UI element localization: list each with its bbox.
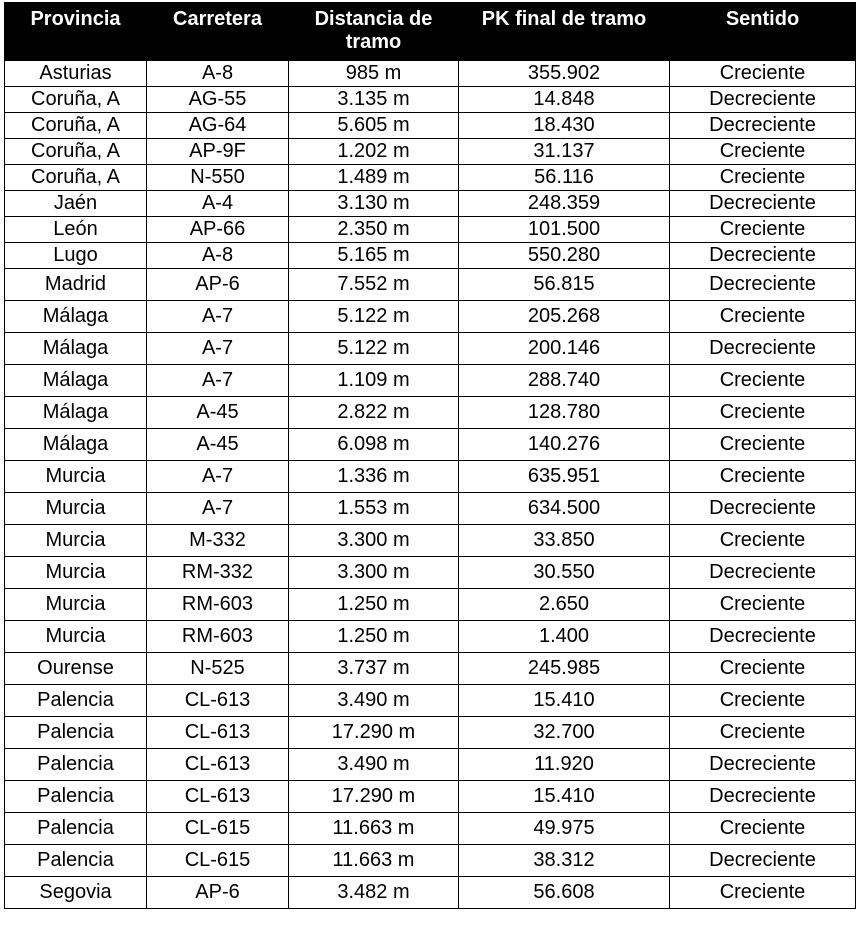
distancia-cell: 3.130 m bbox=[289, 191, 459, 217]
sentido-cell: Creciente bbox=[670, 365, 856, 397]
sentido-cell: Decreciente bbox=[670, 749, 856, 781]
pk-final-cell: 18.430 bbox=[459, 113, 670, 139]
pk-final-cell: 245.985 bbox=[459, 653, 670, 685]
distancia-cell: 7.552 m bbox=[289, 269, 459, 301]
carretera-cell: CL-613 bbox=[147, 781, 289, 813]
pk-final-cell: 14.848 bbox=[459, 87, 670, 113]
carretera-cell: N-525 bbox=[147, 653, 289, 685]
header-provincia: Provincia bbox=[5, 3, 147, 61]
table-row bbox=[5, 461, 856, 493]
distancia-cell: 3.135 m bbox=[289, 87, 459, 113]
carretera-cell: AG-64 bbox=[147, 113, 289, 139]
sentido-cell: Creciente bbox=[670, 589, 856, 621]
sentido-cell: Creciente bbox=[670, 139, 856, 165]
table-row bbox=[5, 717, 856, 749]
distancia-cell: 3.300 m bbox=[289, 525, 459, 557]
provincia-cell: Málaga bbox=[5, 333, 147, 365]
pk-final-cell: 30.550 bbox=[459, 557, 670, 589]
carretera-cell: AP-6 bbox=[147, 877, 289, 909]
header-carretera: Carretera bbox=[147, 3, 289, 61]
carretera-cell: AP-66 bbox=[147, 217, 289, 243]
sentido-cell: Creciente bbox=[670, 217, 856, 243]
sentido-cell: Creciente bbox=[670, 877, 856, 909]
table-row bbox=[5, 429, 856, 461]
carretera-cell: A-7 bbox=[147, 461, 289, 493]
distancia-cell: 5.165 m bbox=[289, 243, 459, 269]
table-row bbox=[5, 217, 856, 243]
provincia-cell: Palencia bbox=[5, 717, 147, 749]
distancia-cell: 11.663 m bbox=[289, 845, 459, 877]
sentido-cell: Creciente bbox=[670, 429, 856, 461]
pk-final-cell: 38.312 bbox=[459, 845, 670, 877]
pk-final-cell: 56.815 bbox=[459, 269, 670, 301]
distancia-cell: 5.122 m bbox=[289, 333, 459, 365]
document-page bbox=[4, 2, 855, 909]
pk-final-cell: 355.902 bbox=[459, 61, 670, 87]
table-row bbox=[5, 653, 856, 685]
pk-final-cell: 49.975 bbox=[459, 813, 670, 845]
table-row bbox=[5, 877, 856, 909]
carretera-cell: A-7 bbox=[147, 333, 289, 365]
table-row bbox=[5, 139, 856, 165]
table-row bbox=[5, 397, 856, 429]
pk-final-cell: 11.920 bbox=[459, 749, 670, 781]
sentido-cell: Creciente bbox=[670, 685, 856, 717]
table-body bbox=[5, 61, 856, 909]
table-header bbox=[5, 3, 856, 61]
carretera-cell: A-8 bbox=[147, 243, 289, 269]
carretera-cell: AP-9F bbox=[147, 139, 289, 165]
provincia-cell: Málaga bbox=[5, 301, 147, 333]
carretera-cell: A-4 bbox=[147, 191, 289, 217]
provincia-cell: Coruña, A bbox=[5, 87, 147, 113]
provincia-cell: Palencia bbox=[5, 749, 147, 781]
sentido-cell: Creciente bbox=[670, 461, 856, 493]
sentido-cell: Decreciente bbox=[670, 269, 856, 301]
table-row bbox=[5, 781, 856, 813]
sentido-cell: Decreciente bbox=[670, 845, 856, 877]
table-row bbox=[5, 87, 856, 113]
provincia-cell: Segovia bbox=[5, 877, 147, 909]
distancia-cell: 3.490 m bbox=[289, 685, 459, 717]
provincia-cell: León bbox=[5, 217, 147, 243]
table-row bbox=[5, 621, 856, 653]
table-row bbox=[5, 269, 856, 301]
table-row bbox=[5, 301, 856, 333]
table-row bbox=[5, 365, 856, 397]
distancia-cell: 2.350 m bbox=[289, 217, 459, 243]
table-row bbox=[5, 749, 856, 781]
carretera-cell: AG-55 bbox=[147, 87, 289, 113]
sentido-cell: Creciente bbox=[670, 525, 856, 557]
sentido-cell: Decreciente bbox=[670, 621, 856, 653]
distancia-cell: 985 m bbox=[289, 61, 459, 87]
pk-final-cell: 56.608 bbox=[459, 877, 670, 909]
provincia-cell: Murcia bbox=[5, 557, 147, 589]
table-row bbox=[5, 845, 856, 877]
table-row bbox=[5, 165, 856, 191]
provincia-cell: Murcia bbox=[5, 621, 147, 653]
sentido-cell: Creciente bbox=[670, 301, 856, 333]
pk-final-cell: 248.359 bbox=[459, 191, 670, 217]
carretera-cell: CL-615 bbox=[147, 845, 289, 877]
provincia-cell: Málaga bbox=[5, 365, 147, 397]
pk-final-cell: 635.951 bbox=[459, 461, 670, 493]
provincia-cell: Murcia bbox=[5, 493, 147, 525]
provincia-cell: Palencia bbox=[5, 845, 147, 877]
distancia-cell: 1.336 m bbox=[289, 461, 459, 493]
provincia-cell: Málaga bbox=[5, 397, 147, 429]
provincia-cell: Coruña, A bbox=[5, 113, 147, 139]
distancia-cell: 5.122 m bbox=[289, 301, 459, 333]
provincia-cell: Jaén bbox=[5, 191, 147, 217]
carretera-cell: CL-613 bbox=[147, 749, 289, 781]
sentido-cell: Creciente bbox=[670, 653, 856, 685]
sentido-cell: Creciente bbox=[670, 61, 856, 87]
pk-final-cell: 140.276 bbox=[459, 429, 670, 461]
pk-final-cell: 56.116 bbox=[459, 165, 670, 191]
distancia-cell: 1.553 m bbox=[289, 493, 459, 525]
header-row bbox=[5, 3, 856, 61]
provincia-cell: Murcia bbox=[5, 525, 147, 557]
distancia-cell: 1.202 m bbox=[289, 139, 459, 165]
distancia-cell: 17.290 m bbox=[289, 781, 459, 813]
sentido-cell: Decreciente bbox=[670, 87, 856, 113]
sentido-cell: Decreciente bbox=[670, 113, 856, 139]
distancia-cell: 17.290 m bbox=[289, 717, 459, 749]
distancia-cell: 5.605 m bbox=[289, 113, 459, 139]
carretera-cell: A-7 bbox=[147, 493, 289, 525]
pk-final-cell: 550.280 bbox=[459, 243, 670, 269]
table-row bbox=[5, 243, 856, 269]
pk-final-cell: 200.146 bbox=[459, 333, 670, 365]
sentido-cell: Creciente bbox=[670, 165, 856, 191]
sentido-cell: Decreciente bbox=[670, 191, 856, 217]
provincia-cell: Málaga bbox=[5, 429, 147, 461]
distancia-cell: 6.098 m bbox=[289, 429, 459, 461]
carretera-cell: RM-603 bbox=[147, 589, 289, 621]
carretera-cell: A-45 bbox=[147, 397, 289, 429]
sentido-cell: Creciente bbox=[670, 813, 856, 845]
provincia-cell: Murcia bbox=[5, 589, 147, 621]
provincia-cell: Coruña, A bbox=[5, 139, 147, 165]
table-row bbox=[5, 191, 856, 217]
distancia-cell: 3.300 m bbox=[289, 557, 459, 589]
distancia-cell: 3.490 m bbox=[289, 749, 459, 781]
pk-final-cell: 101.500 bbox=[459, 217, 670, 243]
table-row bbox=[5, 589, 856, 621]
pk-final-cell: 33.850 bbox=[459, 525, 670, 557]
distancia-cell: 1.489 m bbox=[289, 165, 459, 191]
road-sections-table bbox=[4, 2, 856, 909]
sentido-cell: Decreciente bbox=[670, 493, 856, 525]
pk-final-cell: 1.400 bbox=[459, 621, 670, 653]
header-pk-final: PK final de tramo bbox=[459, 3, 670, 61]
carretera-cell: A-7 bbox=[147, 365, 289, 397]
carretera-cell: N-550 bbox=[147, 165, 289, 191]
carretera-cell: CL-613 bbox=[147, 685, 289, 717]
header-distancia: Distancia de tramo bbox=[289, 3, 459, 61]
provincia-cell: Palencia bbox=[5, 685, 147, 717]
sentido-cell: Decreciente bbox=[670, 243, 856, 269]
carretera-cell: AP-6 bbox=[147, 269, 289, 301]
pk-final-cell: 205.268 bbox=[459, 301, 670, 333]
header-sentido: Sentido bbox=[670, 3, 856, 61]
table-row bbox=[5, 333, 856, 365]
provincia-cell: Madrid bbox=[5, 269, 147, 301]
table-row bbox=[5, 557, 856, 589]
table-row bbox=[5, 813, 856, 845]
table-row bbox=[5, 525, 856, 557]
pk-final-cell: 128.780 bbox=[459, 397, 670, 429]
carretera-cell: RM-332 bbox=[147, 557, 289, 589]
provincia-cell: Asturias bbox=[5, 61, 147, 87]
carretera-cell: CL-613 bbox=[147, 717, 289, 749]
carretera-cell: A-45 bbox=[147, 429, 289, 461]
sentido-cell: Decreciente bbox=[670, 781, 856, 813]
sentido-cell: Decreciente bbox=[670, 557, 856, 589]
sentido-cell: Decreciente bbox=[670, 333, 856, 365]
table-row bbox=[5, 113, 856, 139]
distancia-cell: 3.737 m bbox=[289, 653, 459, 685]
pk-final-cell: 2.650 bbox=[459, 589, 670, 621]
pk-final-cell: 32.700 bbox=[459, 717, 670, 749]
distancia-cell: 2.822 m bbox=[289, 397, 459, 429]
distancia-cell: 1.250 m bbox=[289, 589, 459, 621]
provincia-cell: Ourense bbox=[5, 653, 147, 685]
pk-final-cell: 15.410 bbox=[459, 685, 670, 717]
carretera-cell: A-8 bbox=[147, 61, 289, 87]
table-row bbox=[5, 61, 856, 87]
sentido-cell: Creciente bbox=[670, 717, 856, 749]
table-row bbox=[5, 685, 856, 717]
pk-final-cell: 634.500 bbox=[459, 493, 670, 525]
table-row bbox=[5, 493, 856, 525]
carretera-cell: M-332 bbox=[147, 525, 289, 557]
distancia-cell: 1.109 m bbox=[289, 365, 459, 397]
sentido-cell: Creciente bbox=[670, 397, 856, 429]
distancia-cell: 11.663 m bbox=[289, 813, 459, 845]
provincia-cell: Palencia bbox=[5, 813, 147, 845]
provincia-cell: Coruña, A bbox=[5, 165, 147, 191]
carretera-cell: A-7 bbox=[147, 301, 289, 333]
provincia-cell: Lugo bbox=[5, 243, 147, 269]
pk-final-cell: 15.410 bbox=[459, 781, 670, 813]
pk-final-cell: 31.137 bbox=[459, 139, 670, 165]
provincia-cell: Palencia bbox=[5, 781, 147, 813]
pk-final-cell: 288.740 bbox=[459, 365, 670, 397]
distancia-cell: 3.482 m bbox=[289, 877, 459, 909]
distancia-cell: 1.250 m bbox=[289, 621, 459, 653]
carretera-cell: CL-615 bbox=[147, 813, 289, 845]
carretera-cell: RM-603 bbox=[147, 621, 289, 653]
provincia-cell: Murcia bbox=[5, 461, 147, 493]
